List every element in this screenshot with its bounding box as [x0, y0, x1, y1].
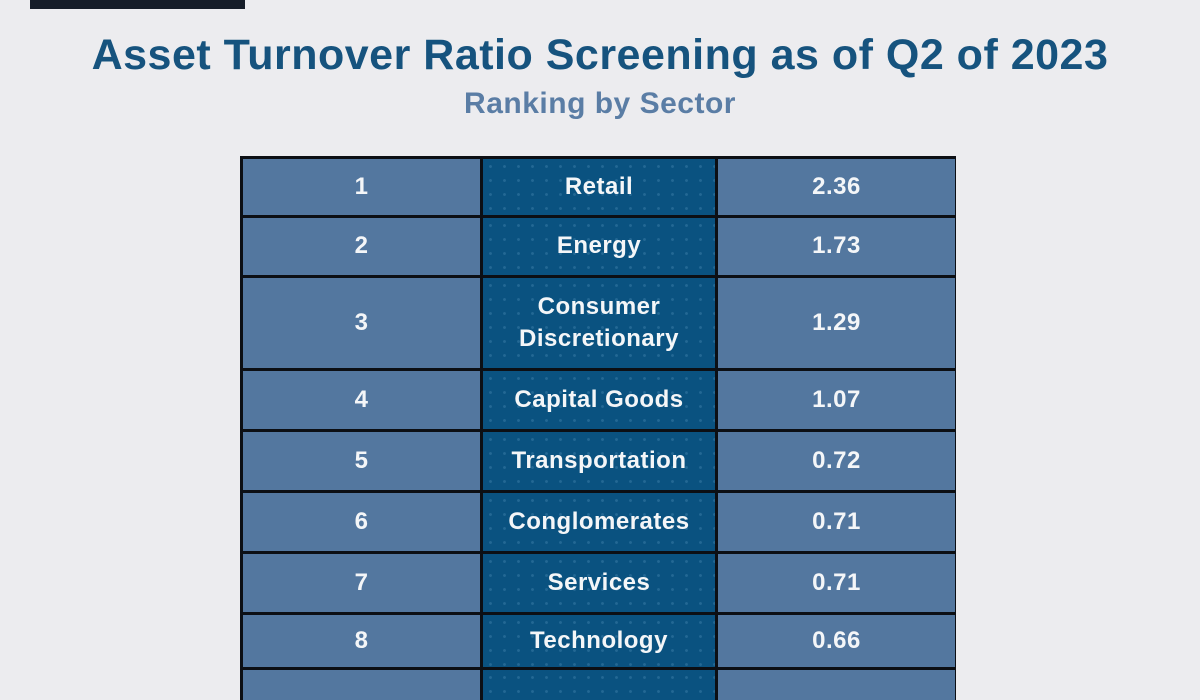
ratio-cell: 1.73: [717, 217, 957, 277]
table-row-cutoff: [242, 669, 957, 700]
rank-cell: 4: [242, 370, 482, 431]
sector-cell: Capital Goods: [482, 370, 717, 431]
rank-cell: 5: [242, 431, 482, 492]
sector-cell: Technology: [482, 614, 717, 669]
rank-cell: 7: [242, 553, 482, 614]
table-row: [242, 158, 957, 217]
table-row: [242, 217, 957, 277]
table-row: [242, 431, 957, 492]
page-title: Asset Turnover Ratio Screening as of Q2 of 2023: [91, 31, 1109, 79]
rank-cell: 6: [242, 492, 482, 553]
table-row: [242, 553, 957, 614]
ratio-cell: 1.07: [717, 370, 957, 431]
sector-cell: Consumer Discretionary: [482, 277, 717, 370]
rank-cell: [242, 669, 482, 700]
ratio-cell: 0.72: [717, 431, 957, 492]
ratio-cell: 0.71: [717, 553, 957, 614]
rank-cell: 1: [242, 158, 482, 217]
rank-cell: 2: [242, 217, 482, 277]
rank-cell: 3: [242, 277, 482, 370]
sector-cell: Services: [482, 553, 717, 614]
ratio-cell: 0.66: [717, 614, 957, 669]
sector-cell: Energy: [482, 217, 717, 277]
ratio-cell: 2.36: [717, 158, 957, 217]
header: [0, 0, 1200, 120]
ratio-cell: 1.29: [717, 277, 957, 370]
page-subtitle: Ranking by Sector: [464, 87, 736, 121]
sector-cell: [482, 669, 717, 700]
table-row: [242, 614, 957, 669]
cropped-top-banner: [30, 0, 245, 9]
sector-cell: Retail: [482, 158, 717, 217]
sector-cell: Transportation: [482, 431, 717, 492]
ranking-table-container: [240, 156, 956, 700]
ratio-cell: [717, 669, 957, 700]
sector-cell: Conglomerates: [482, 492, 717, 553]
ranking-table: [240, 156, 956, 700]
rank-cell: 8: [242, 614, 482, 669]
table-row: [242, 492, 957, 553]
table-row: [242, 370, 957, 431]
ratio-cell: 0.71: [717, 492, 957, 553]
table-row: [242, 277, 957, 370]
